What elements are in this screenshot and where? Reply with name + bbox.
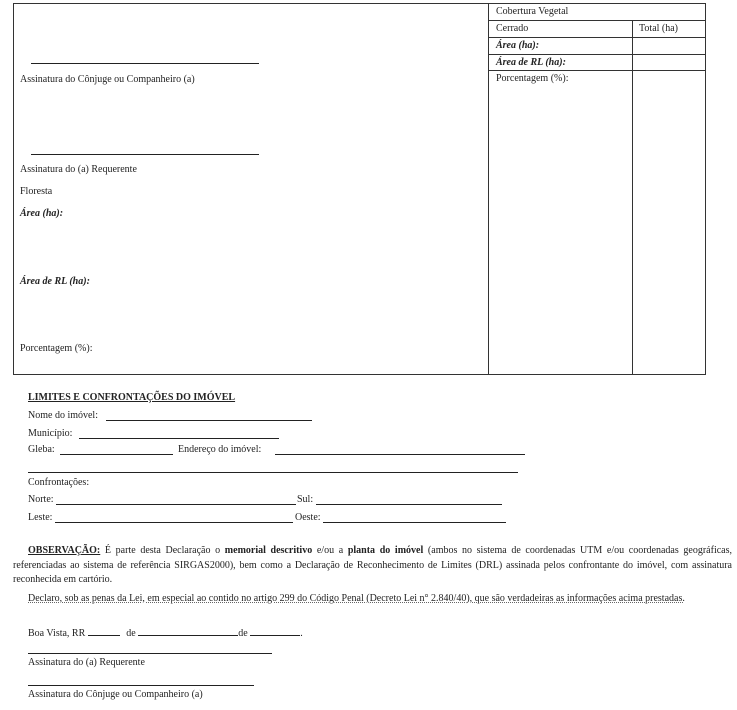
limites-title: LIMITES E CONFRONTAÇÕES DO IMÓVEL [28,392,236,403]
cobertura-vegetal-header: Cobertura Vegetal [496,6,569,17]
leste-label: Leste: [28,512,53,523]
date-end: . [300,628,303,639]
table-row-line-1 [488,20,706,21]
cerrado-label: Cerrado [496,23,529,34]
observacao-text-3: (ambos no sistema de coordenadas UTM e/ou coordenadas geográficas, referenciadas ao sistema de referência SIRGAS2000), bem como a Declaração de Reconhecimento de Limites (DRL) assinada pelos confrontante do imóvel, com assinatura reconhecida em cartório. [13,545,732,585]
form-divider-left [488,3,489,375]
observacao-text-2: e/ou a [312,545,348,556]
sul-label: Sul: [297,494,314,505]
endereco-label: Endereço do imóvel: [178,444,262,455]
floresta-area-rl-label: Área de RL (ha): [20,276,90,287]
table-row-line-4 [488,70,706,71]
bottom-conjuge-signature-line[interactable] [28,685,254,686]
conjuge-signature-label: Assinatura do Cônjuge ou Companheiro (a) [20,74,195,85]
total-ha-header: Total (ha) [639,23,679,34]
declaracao-paragraph: Declaro, sob as penas da Lei, em especial ao contido no artigo 299 do Código Penal (Decreto Lei n° 2.840/40), que são verdadeiras as informações acima prestadas. [28,593,685,604]
confrontacoes-label: Confrontações: [28,477,90,488]
observacao-paragraph [13,544,732,588]
floresta-label: Floresta [20,186,53,197]
requerente-signature-label: Assinatura do (a) Requerente [20,164,137,175]
municipio-label: Município: [28,428,73,439]
municipio-field[interactable] [79,438,279,439]
nome-imovel-label: Nome do imóvel: [28,410,98,421]
date-month-field[interactable] [138,626,238,636]
date-line [28,626,303,639]
date-city: Boa Vista, RR [28,628,86,639]
oeste-label: Oeste: [295,512,321,523]
planta-do-imovel: planta do imóvel [347,545,424,556]
vegetation-form-box [13,3,706,375]
observacao-label: OBSERVAÇÃO: [28,545,101,556]
date-day-field[interactable] [88,626,120,636]
date-de-1: de [126,628,136,639]
leste-field[interactable] [55,522,293,523]
floresta-area-label: Área (ha): [20,208,64,219]
cerrado-area-label: Área (ha): [496,40,540,51]
endereco-field[interactable] [275,454,525,455]
bottom-requerente-label: Assinatura do (a) Requerente [28,657,145,668]
conjuge-signature-line[interactable] [31,63,259,64]
bottom-requerente-signature-line[interactable] [28,653,272,654]
gleba-label: Gleba: [28,444,55,455]
norte-label: Norte: [28,494,54,505]
endereco-field-continuation[interactable] [28,472,518,473]
form-divider-right [632,20,633,375]
oeste-field[interactable] [323,522,506,523]
nome-imovel-field[interactable] [106,420,312,421]
table-row-line-2 [488,37,706,38]
gleba-field[interactable] [60,454,173,455]
sul-field[interactable] [316,504,502,505]
floresta-porcentagem-label: Porcentagem (%): [20,343,93,354]
observacao-text-1: É parte desta Declaração o [100,545,225,556]
requerente-signature-line[interactable] [31,154,259,155]
cerrado-porcentagem-label: Porcentagem (%): [496,73,569,84]
date-year-field[interactable] [250,626,300,636]
memorial-descritivo: memorial descritivo [224,545,313,556]
bottom-conjuge-label: Assinatura do Cônjuge ou Companheiro (a) [28,689,203,700]
cerrado-area-rl-label: Área de RL (ha): [496,57,566,68]
table-row-line-3 [488,54,706,55]
date-de-2: de [238,628,248,639]
norte-field[interactable] [56,504,296,505]
